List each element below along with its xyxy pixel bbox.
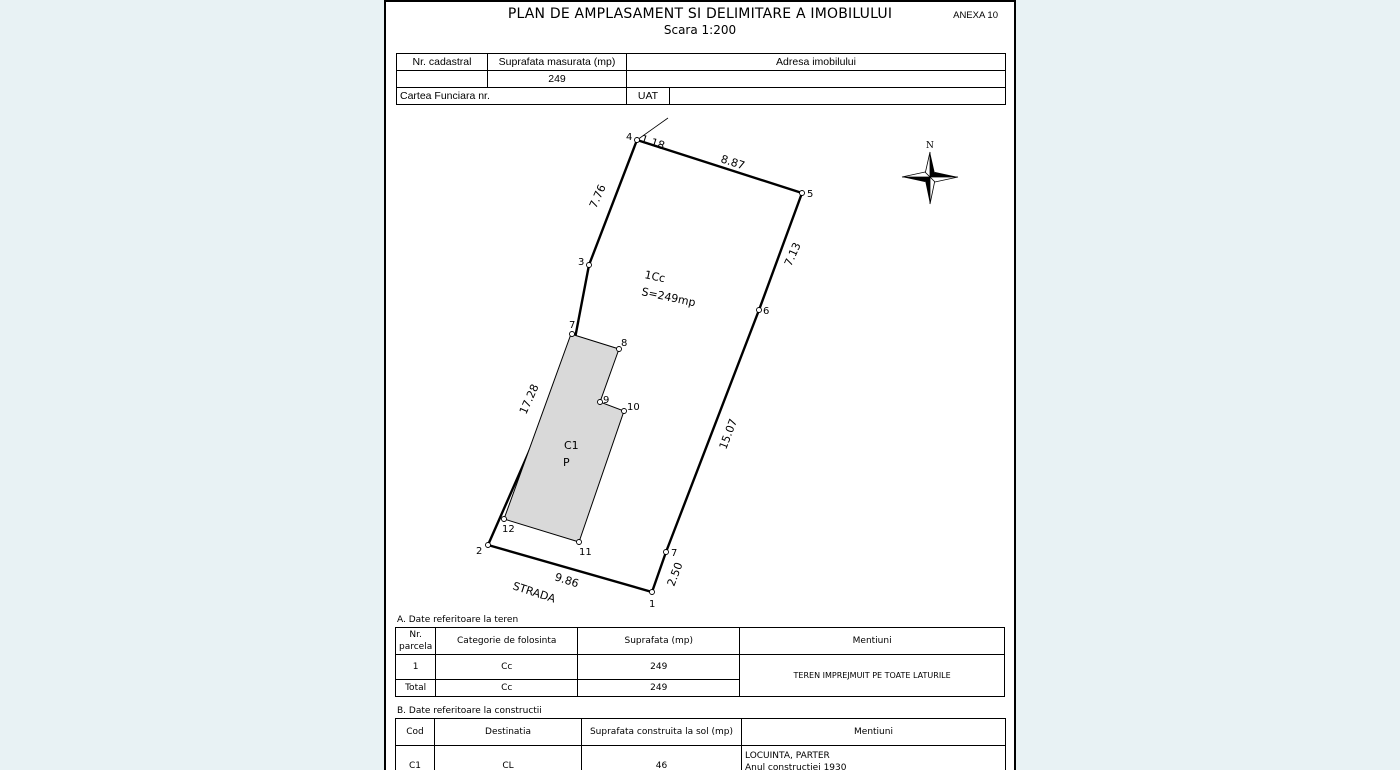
section-a-title: A. Date referitoare la teren xyxy=(397,615,519,625)
point-1-label: 1 xyxy=(649,599,656,610)
point-7a-label: 7 xyxy=(569,320,576,331)
parcel-area: S=249mp xyxy=(640,285,697,310)
point-12-label: 12 xyxy=(502,524,515,535)
land-header-mentions: Mentiuni xyxy=(740,628,1005,655)
point-labels xyxy=(476,132,813,610)
distance-5-6: 7.13 xyxy=(781,240,804,269)
construction-note-1: LOCUINTA, PARTER xyxy=(745,751,830,761)
construction-row-dest: CL xyxy=(435,746,582,770)
distance-4-a: 1.18 xyxy=(639,132,667,153)
construction-table xyxy=(395,718,1006,770)
point-10-label: 10 xyxy=(627,402,640,413)
area-label: Suprafata masurata (mp) xyxy=(488,54,627,71)
parcel-code: 1Cc xyxy=(643,268,667,286)
north-label: N xyxy=(926,141,934,151)
land-book-label: Cartea Funciara nr. xyxy=(397,88,627,105)
land-note: TEREN IMPREJMUIT PE TOATE LATURILE xyxy=(740,655,1005,697)
point-3-label: 3 xyxy=(578,257,585,268)
area-value: 249 xyxy=(488,71,627,88)
annex-label: ANEXA 10 xyxy=(953,10,998,21)
cadastral-label: Nr. cadastral xyxy=(397,54,488,71)
land-total-category: Cc xyxy=(436,680,578,697)
scale-label: Scara 1:200 xyxy=(663,23,737,37)
land-header-nr: Nr. parcela xyxy=(396,628,436,655)
point-6-label: 6 xyxy=(763,306,770,317)
point-2-label: 2 xyxy=(476,546,483,557)
point-7b-label: 7 xyxy=(671,548,678,559)
building-level: P xyxy=(563,456,570,469)
site-plan xyxy=(386,112,1014,612)
distance-1-2: 9.86 xyxy=(553,570,581,591)
info-table xyxy=(396,53,1006,105)
point-11-label: 11 xyxy=(579,547,592,558)
land-total-area: 249 xyxy=(578,680,740,697)
street-label: STRADA xyxy=(511,579,558,606)
construction-header-code: Cod xyxy=(396,719,435,746)
point-8-label: 8 xyxy=(621,338,628,349)
construction-note-2: Anul constructiei 1930 xyxy=(745,763,847,770)
land-total-label: Total xyxy=(396,680,436,697)
uat-label: UAT xyxy=(627,88,670,105)
land-table xyxy=(395,627,1005,697)
land-header-area: Suprafata (mp) xyxy=(578,628,740,655)
uat-value xyxy=(670,88,1006,105)
construction-header-area: Suprafata construita la sol (mp) xyxy=(582,719,742,746)
land-header-category: Categorie de folosinta xyxy=(436,628,578,655)
land-row-nr: 1 xyxy=(396,655,436,680)
address-label: Adresa imobilului xyxy=(627,54,1006,71)
construction-header-mentions: Mentiuni xyxy=(742,719,1006,746)
point-9-label: 9 xyxy=(603,395,610,406)
building-c1 xyxy=(504,334,624,542)
cadastral-value xyxy=(397,71,488,88)
construction-header-dest: Destinatia xyxy=(435,719,582,746)
point-5-label: 5 xyxy=(807,189,814,200)
building-code: C1 xyxy=(564,439,579,452)
distance-1-7: 2.50 xyxy=(664,560,686,589)
north-arrow-icon xyxy=(902,141,958,204)
construction-row-mentions xyxy=(742,746,1006,770)
address-value xyxy=(627,71,1006,88)
distance-2-3: 17.28 xyxy=(516,382,542,417)
document-title: PLAN DE AMPLASAMENT SI DELIMITARE A IMOBILULUI xyxy=(507,6,893,22)
distance-3-4: 7.76 xyxy=(586,182,609,211)
point-4-label: 4 xyxy=(626,132,633,143)
distance-6-7: 15.07 xyxy=(716,417,741,452)
document-sheet xyxy=(384,0,1016,770)
distance-4-5: 8.87 xyxy=(719,152,747,173)
construction-row-area: 46 xyxy=(582,746,742,770)
section-b-title: B. Date referitoare la constructii xyxy=(397,706,542,716)
land-row-area: 249 xyxy=(578,655,740,680)
land-row-category: Cc xyxy=(436,655,578,680)
construction-row-code: C1 xyxy=(396,746,435,770)
